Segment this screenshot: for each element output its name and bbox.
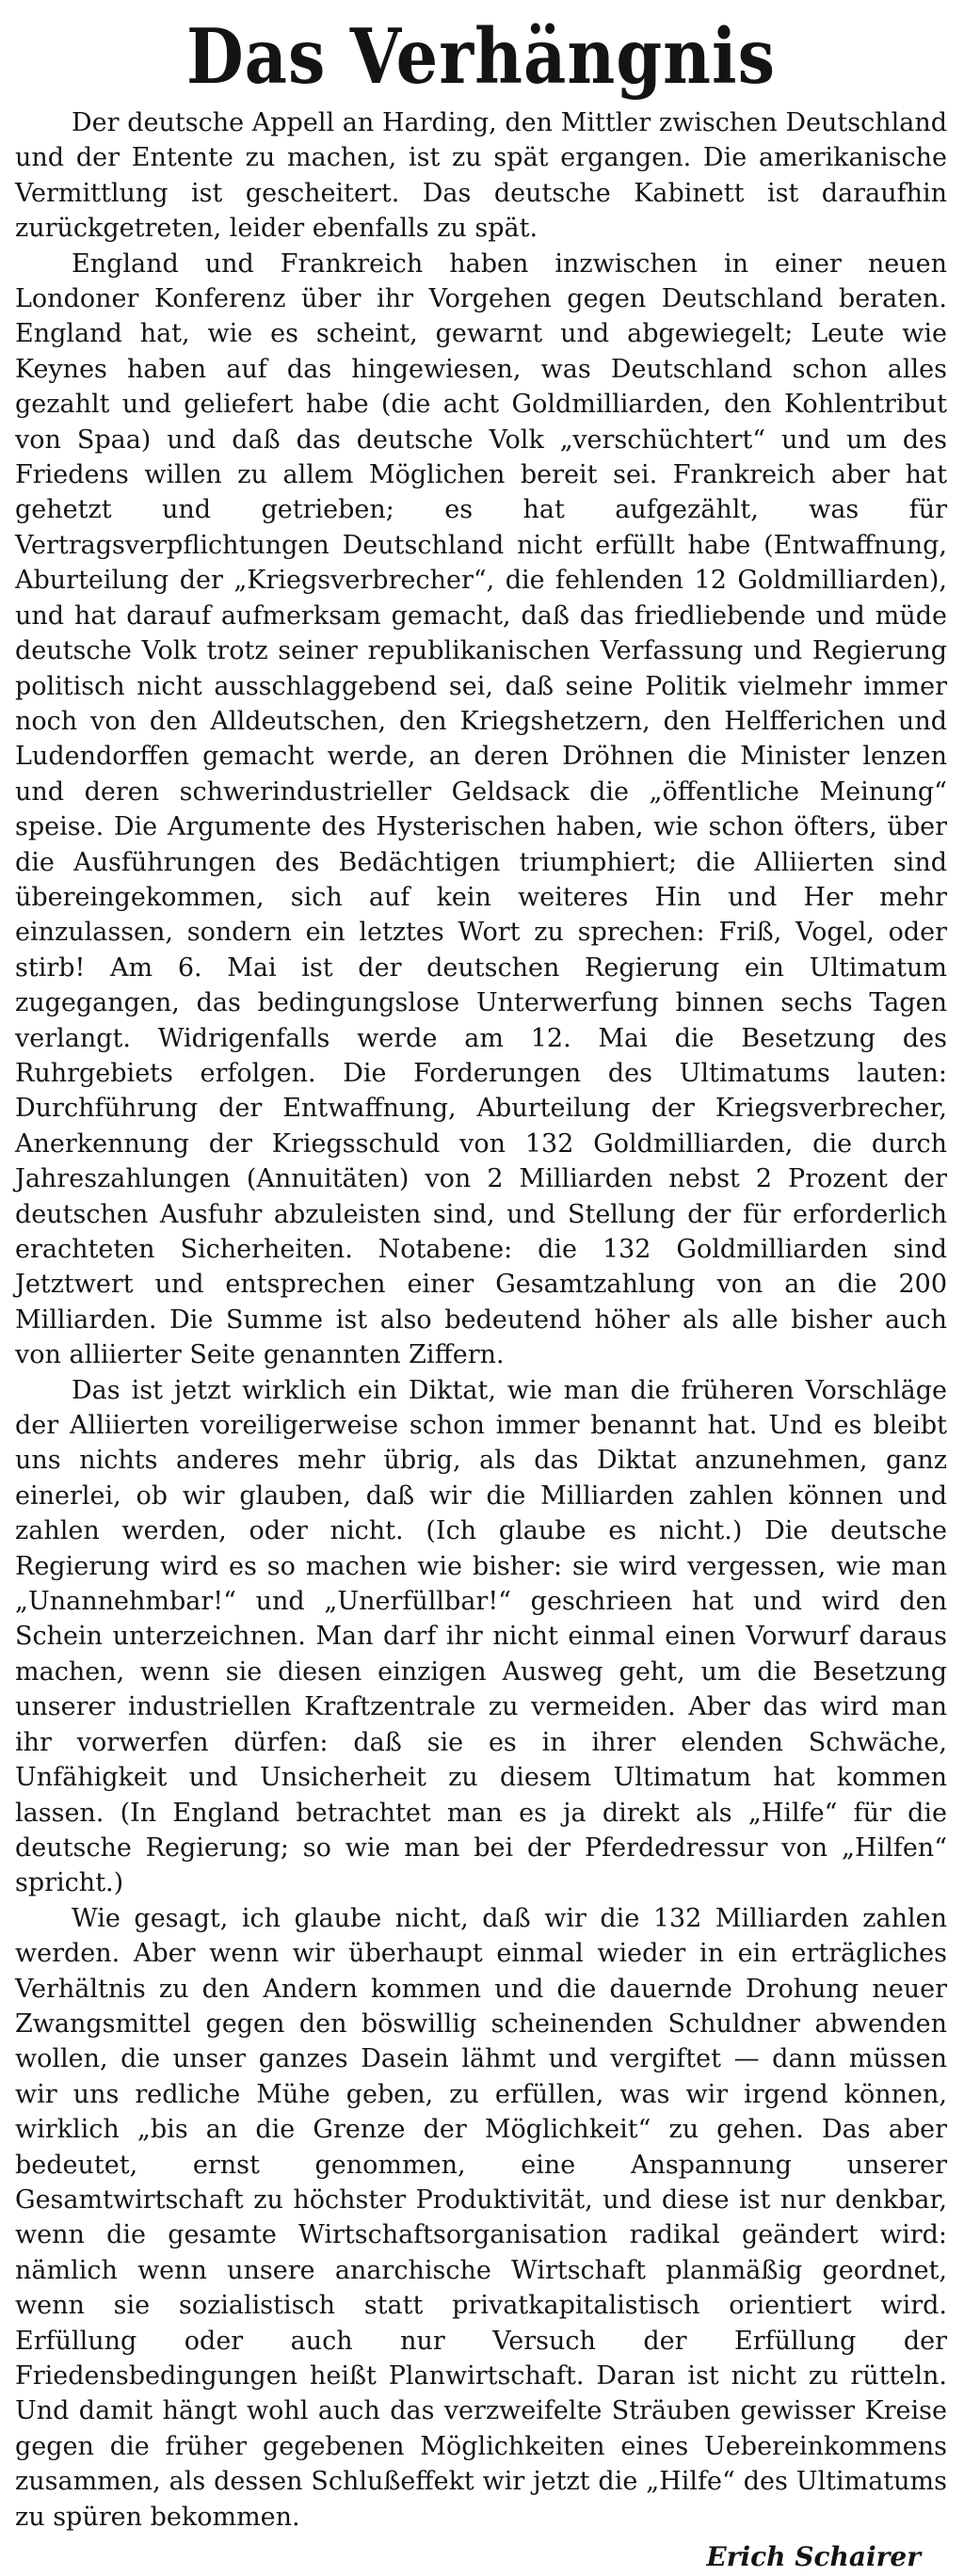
author-signature: Erich Schairer	[706, 2541, 921, 2573]
paragraph-4: Wie gesagt, ich glaube nicht, daß wir die 132 Milliarden zahlen werden. Aber wenn wir überhaupt einmal wieder in ein erträgliches Verhältnis zu den Andern kommen und die dauernde Drohung neuer Zwangsmittel gegen den böswillig scheinenden Schuldner abwenden wollen, die unser ganzes Dasein lähmt und vergiftet — dann müssen wir uns redliche Mühe geben, zu erfüllen, was wir irgend können, wirklich „bis an die Grenze der Möglichkeit“ zu gehen. Das aber bedeutet, ernst genommen, eine Anspannung unserer Gesamtwirtschaft zu höchster Produktivität, und diese ist nur denkbar, wenn die gesamte Wirtschaftsorganisation radikal geändert wird: nämlich wenn unsere anarchische Wirtschaft planmäßig geordnet, wenn sie sozialistisch statt privatkapitalistisch orientiert wird. Erfüllung oder auch nur Versuch der Erfüllung der Friedensbedingungen heißt Planwirtschaft. Daran ist nicht zu rütteln. Und damit hängt wohl auch das verzweifelte Sträuben gewisser Kreise gegen die früher gegebenen Möglichkeiten eines Uebereinkommens zusammen, als dessen Schlußeffekt wir jetzt die „Hilfe“ des Ultimatums zu spüren bekommen.	[15, 1903, 947, 2532]
paragraph-2: England und Frankreich haben inzwischen in einer neuen Londoner Konferenz über ihr Vorgehen gegen Deutschland beraten. England hat, wie es scheint, gewarnt und abgewiegelt; Leute wie Keynes haben auf das hingewiesen, was Deutschland schon alles gezahlt und geliefert habe (die acht Goldmilliarden, den Kohlentribut von Spaa) und daß das deutsche Volk „verschüchtert“ und um des Friedens willen zu allem Möglichen bereit sei. Frankreich aber hat gehetzt und getrieben; es hat aufgezählt, was für Vertragsverpflichtungen Deutschland nicht erfüllt habe (Entwaffnung, Aburteilung der „Kriegsverbrecher“, die fehlenden 12 Goldmilliarden), und hat darauf aufmerksam gemacht, daß das friedliebende und müde deutsche Volk trotz seiner republikanischen Verfassung und Regierung politisch nicht ausschlaggebend sei, daß seine Politik vielmehr immer noch von den Alldeutschen, den Kriegshetzern, den Helfferichen und Ludendorffen gemacht werde, an deren Dröhnen die Minister lenzen und deren schwerindustrieller Geldsack die „öffentliche Meinung“ speise. Die Argumente des Hysterischen haben, wie schon öfters, über die Ausführungen des Bedächtigen triumphiert; die Alliierten sind übereingekommen, sich auf kein weiteres Hin und Her mehr einzulassen, sondern ein letztes Wort zu sprechen: Friß, Vogel, oder stirb! Am 6. Mai ist der deutschen Regierung ein Ultimatum zugegangen, das bedingungslose Unterwerfung binnen sechs Tagen verlangt. Widrigenfalls werde am 12. Mai die Besetzung des Ruhrgebiets erfolgen. Die Forderungen des Ultimatums lauten: Durchführung der Entwaffnung, Aburteilung der Kriegsverbrecher, Anerkennung der Kriegsschuld von 132 Goldmilliarden, die durch Jahreszahlungen (Annuitäten) von 2 Milliarden nebst 2 Prozent der deutschen Ausfuhr abzuleisten sind, und Stellung der für erforderlich erachteten Sicherheiten. Notabene: die 132 Goldmilliarden sind Jetztwert und entsprechen einer Gesamtzahlung von an die 200 Milliarden. Die Summe ist also bedeutend höher als alle bisher auch von alliierter Seite genannten Ziffern.	[15, 248, 947, 1370]
article-body	[15, 105, 947, 2535]
article-title: Das Verhängnis	[185, 10, 777, 102]
paragraph-3: Das ist jetzt wirklich ein Diktat, wie man die früheren Vorschläge der Alliierten voreiligerweise schon immer benannt hat. Und es bleibt uns nichts anderes mehr übrig, als das Diktat anzunehmen, ganz einerlei, ob wir glauben, daß wir die Milliarden zahlen können und zahlen werden, oder nicht. (Ich glaube es nicht.) Die deutsche Regierung wird es so machen wie bisher: sie wird vergessen, wie man „Unannehmbar!“ und „Unerfüllbar!“ geschrieen hat und wird den Schein unterzeichnen. Man darf ihr nicht einmal einen Vorwurf daraus machen, wenn sie diesen einzigen Ausweg geht, um die Besetzung unserer industriellen Kraftzentrale zu vermeiden. Aber das wird man ihr vorwerfen dürfen: daß sie es in ihrer elenden Schwäche, Unfähigkeit und Unsicherheit zu diesem Ultimatum hat kommen lassen. (In England betrachtet man es ja direkt als „Hilfe“ für die deutsche Regierung; so wie man bei der Pferdedressur von „Hilfen“ spricht.)	[15, 1375, 947, 1898]
paragraph-1: Der deutsche Appell an Harding, den Mittler zwischen Deutschland und der Entente zu machen, ist zu spät ergangen. Die amerikanische Vermittlung ist gescheitert. Das deutsche Kabinett ist daraufhin zurückgetreten, leider ebenfalls zu spät.	[15, 108, 947, 244]
